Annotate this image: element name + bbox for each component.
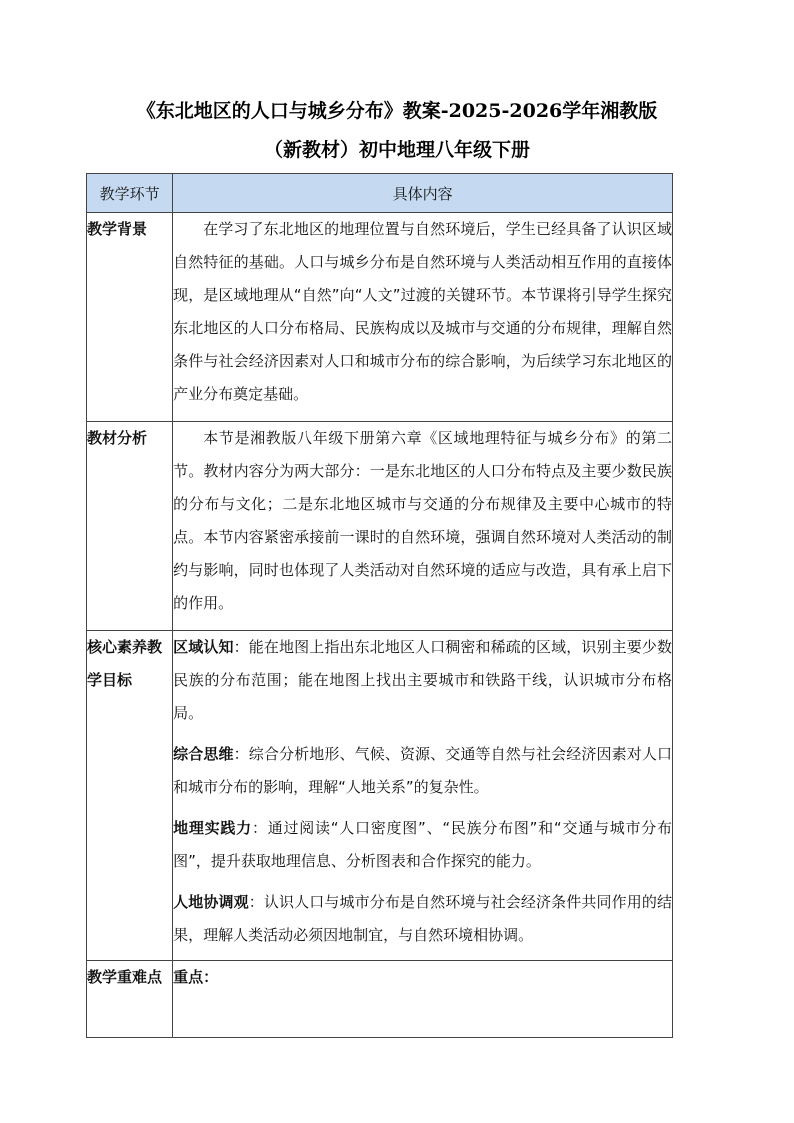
goal-item xyxy=(173,738,672,804)
goal-heading: 区域认知 xyxy=(173,638,234,656)
goal-text: ：能在地图上指出东北地区人口稠密和稀疏的区域，识别主要少数民族的分布范围；能在地图上找出主要城市和铁路干线，认识城市分布格局。 xyxy=(173,638,672,722)
goal-item xyxy=(173,812,672,878)
lesson-plan-table xyxy=(86,173,673,1038)
keypoints-text: 重点： xyxy=(173,968,219,986)
row-content-analysis xyxy=(173,422,673,631)
background-text: 在学习了东北地区的地理位置与自然环境后，学生已经具备了认识区域自然特征的基础。人口与城乡分布是自然环境与人类活动相互作用的直接体现，是区域地理从“自然”向“人文”过渡的关键环节。本节课将引导学生探究东北地区的人口分布格局、民族构成以及城市与交通的分布规律，理解自然条件与社会经济因素对人口和城市分布的综合影响，为后续学习东北地区的产业分布奠定基础。 xyxy=(173,220,672,403)
row-content-background xyxy=(173,213,673,422)
header-teaching-stage: 教学环节 xyxy=(87,174,173,213)
document-subtitle: （新教材）初中地理八年级下册 xyxy=(263,139,530,161)
goal-text: ：综合分析地形、气候、资源、交通等自然与社会经济因素对人口和城市分布的影响，理解“人地关系”的复杂性。 xyxy=(173,745,672,796)
table-row xyxy=(87,213,673,422)
row-label-analysis: 教材分析 xyxy=(87,422,173,631)
goal-item xyxy=(173,886,672,952)
row-label-keypoints: 教学重难点 xyxy=(87,961,173,1038)
goal-item xyxy=(173,631,672,730)
table-row xyxy=(87,961,673,1038)
row-label-background: 教学背景 xyxy=(87,213,173,422)
goal-heading: 人地协调观 xyxy=(173,893,249,911)
row-label-goals: 核心素养教学目标 xyxy=(87,631,173,961)
goal-heading: 地理实践力 xyxy=(173,819,252,837)
goal-text: ：通过阅读“人口密度图”、“民族分布图”和“交通与城市分布图”，提升获取地理信息、分析图表和合作探究的能力。 xyxy=(173,819,672,870)
header-content: 具体内容 xyxy=(173,174,673,213)
table-row xyxy=(87,631,673,961)
goal-heading: 综合思维 xyxy=(173,745,234,763)
analysis-text: 本节是湘教版八年级下册第六章《区域地理特征与城乡分布》的第二节。教材内容分为两大部分：一是东北地区的人口分布特点及主要少数民族的分布与文化；二是东北地区城市与交通的分布规律及主要中心城市的特点。本节内容紧密承接前一课时的自然环境，强调自然环境对人类活动的制约与影响，同时也体现了人类活动对自然环境的适应与改造，具有承上启下的作用。 xyxy=(173,429,672,612)
row-content-goals xyxy=(173,631,673,961)
table-header-row xyxy=(87,174,673,213)
table-row xyxy=(87,422,673,631)
document-title: 《东北地区的人口与城乡分布》教案-2025-2026学年湘教版 xyxy=(136,100,658,122)
goal-text: ：认识人口与城市分布是自然环境与社会经济条件共同作用的结果，理解人类活动必须因地制宜，与自然环境相协调。 xyxy=(173,893,672,944)
row-content-keypoints xyxy=(173,961,673,1038)
